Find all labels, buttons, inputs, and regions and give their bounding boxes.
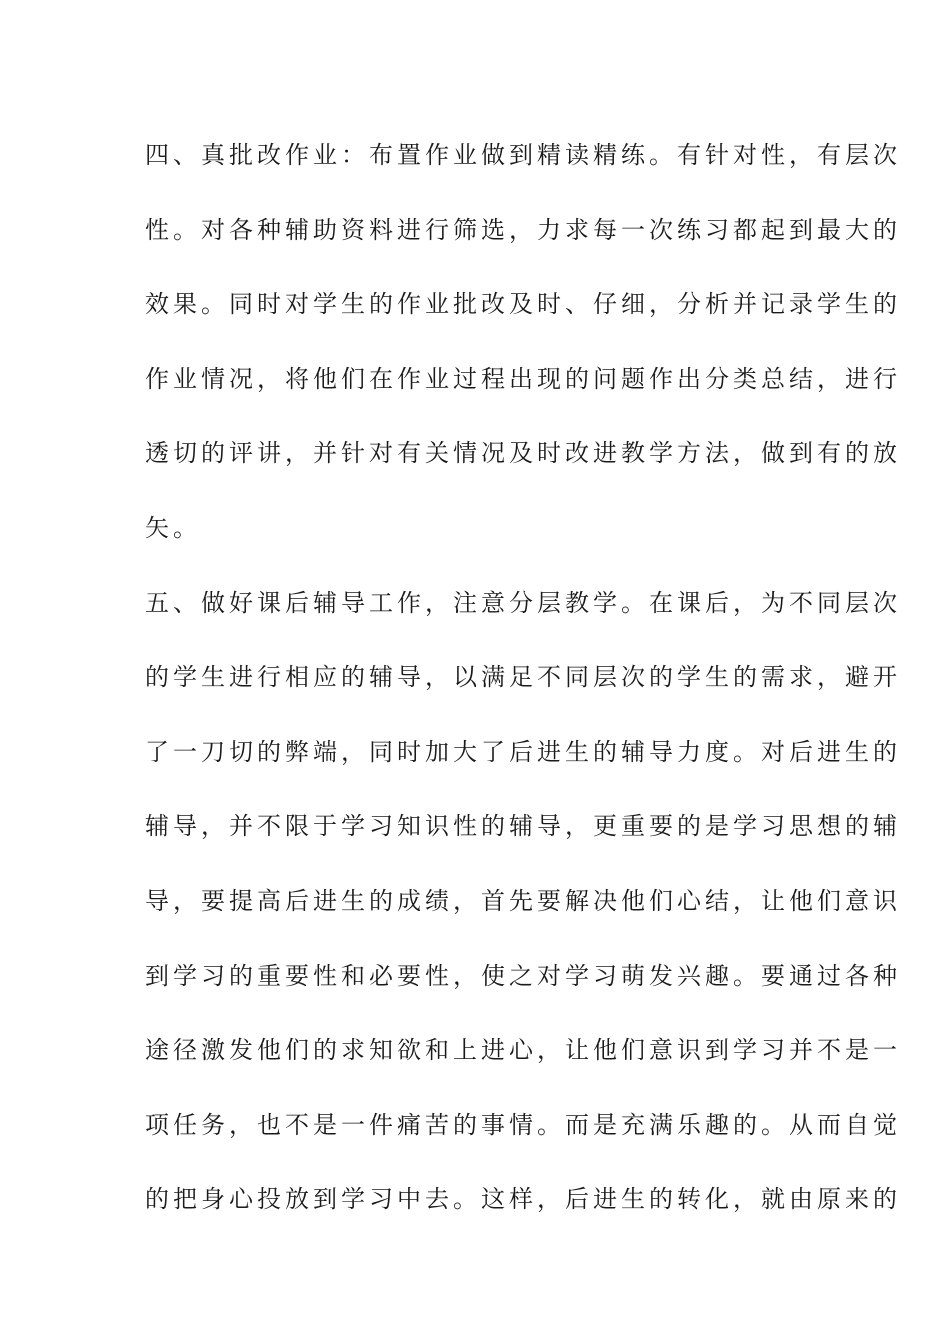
text-line: 矢。	[145, 513, 201, 542]
text-line: 透切的评讲，并针对有关情况及时改进教学方法，做到有的放	[145, 439, 901, 468]
text-line: 作业情况，将他们在作业过程出现的问题作出分类总结，进行	[145, 364, 901, 393]
text-line: 四、真批改作业：布置作业做到精读精练。有针对性，有层次	[145, 141, 901, 169]
text-line: 辅导，并不限于学习知识性的辅导，更重要的是学习思想的辅	[145, 812, 901, 841]
text-line: 的把身心投放到学习中去。这样，后进生的转化，就由原来的	[145, 1185, 901, 1214]
text-line: 项任务，也不是一件痛苦的事情。而是充满乐趣的。从而自觉	[145, 1110, 901, 1139]
text-line: 五、做好课后辅导工作，注意分层教学。在课后，为不同层次	[145, 588, 901, 617]
text-line: 的学生进行相应的辅导，以满足不同层次的学生的需求，避开	[145, 663, 901, 692]
text-line: 性。对各种辅助资料进行筛选，力求每一次练习都起到最大的	[145, 215, 901, 244]
text-line: 途径激发他们的求知欲和上进心，让他们意识到学习并不是一	[145, 1036, 901, 1065]
text-line: 导，要提高后进生的成绩，首先要解决他们心结，让他们意识	[145, 886, 901, 915]
text-line: 到学习的重要性和必要性，使之对学习萌发兴趣。要通过各种	[145, 961, 901, 990]
text-line: 效果。同时对学生的作业批改及时、仔细，分析并记录学生的	[145, 290, 901, 319]
text-line: 了一刀切的弊端，同时加大了后进生的辅导力度。对后进生的	[145, 737, 901, 766]
body-text	[145, 132, 901, 1251]
